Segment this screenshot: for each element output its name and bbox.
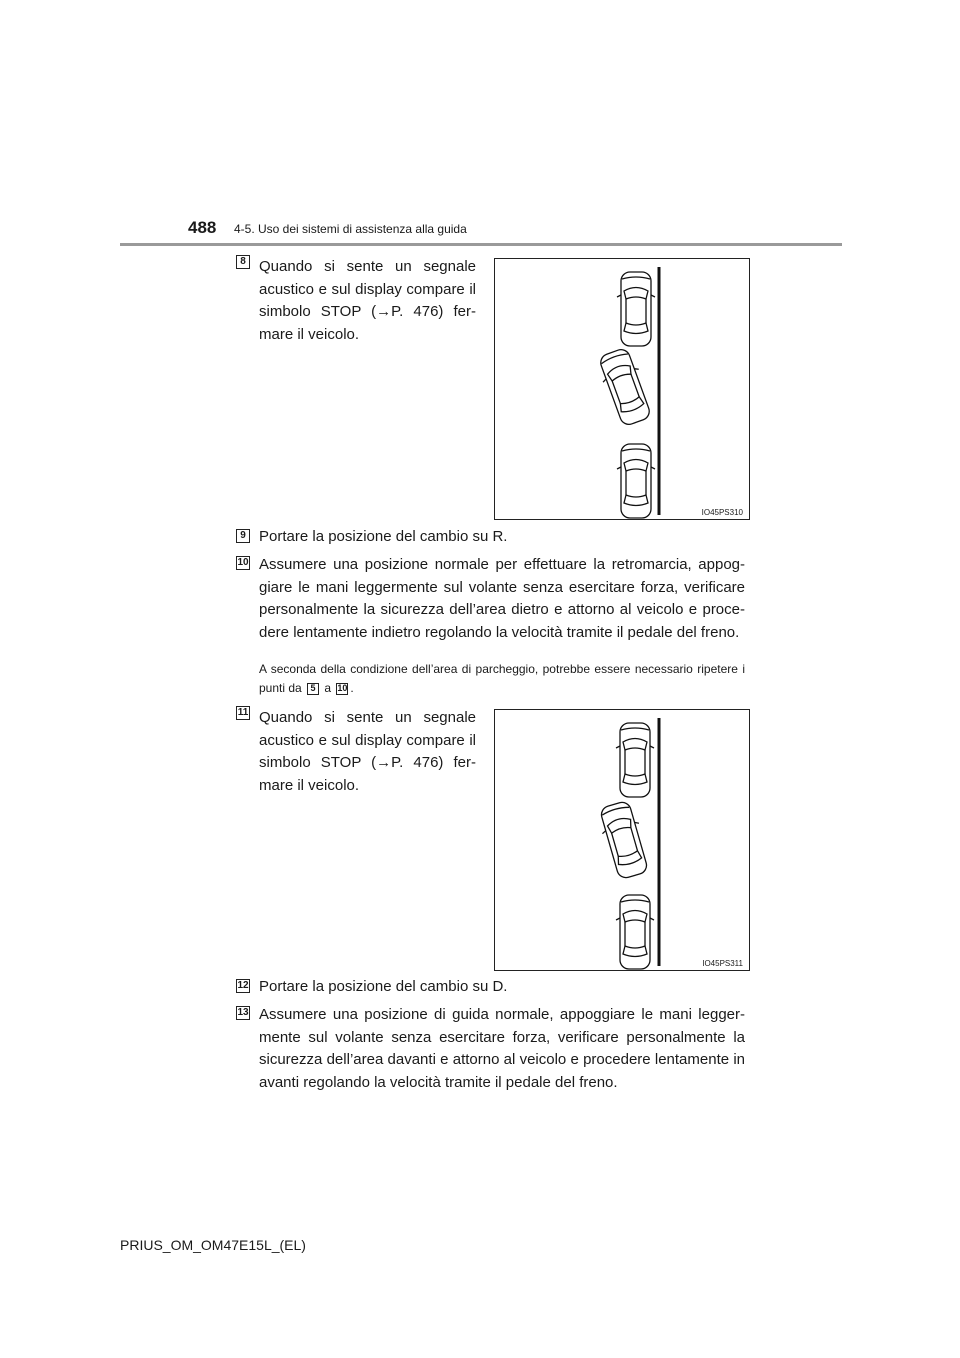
figure-parking-2 [494, 709, 750, 971]
car-windshield [624, 288, 648, 300]
step-10-text: Assumere una posizione normale per effettuare la retromarcia, appog-giare le mani leggermente sul volante senza esercitare forza, verificare personalmente la sicurezza dell’area dietro e attorno al veicolo e proce-dere lentamente indietro regolando la velocità tramite il pedale del freno. [259, 556, 745, 641]
car-body [598, 347, 652, 427]
car-rear-window [624, 495, 648, 506]
step-number-11: 11 [237, 707, 249, 718]
step-13-text: Assumere una posizione di guida normale, appoggiare le mani legger-mente sul volante senza esercitare forza, verificare personalmente la sicurezza dell’area davanti e attorno al veicolo e procedere lentamente in avanti regolando la velocità tramite il pedale del freno. [259, 1006, 745, 1091]
car-windshield [624, 460, 648, 472]
car-rear-window [619, 396, 645, 414]
figure-parking-1 [494, 258, 750, 520]
parking-diagram-1 [495, 259, 751, 521]
step-11-text: Quando si sente un segnale acustico e sul display compare il simbolo STOP (→P. 476) fer-mare il veicolo. [259, 709, 476, 794]
maneuvering-car [594, 346, 655, 429]
document-code: PRIUS_OM_OM47E15L_(EL) [120, 1237, 306, 1253]
note-text-middle: a [324, 681, 332, 695]
car-side-windows [625, 922, 645, 946]
note-ref-step-10[interactable]: 10 [337, 683, 348, 694]
header-rule [120, 243, 842, 246]
car-hood-line [622, 277, 650, 279]
car-windshield [623, 739, 647, 751]
car-windshield [623, 911, 647, 923]
step-number-13: 13 [237, 1007, 249, 1018]
step-number-8: 8 [236, 255, 250, 269]
step-9-text: Portare la posizione del cambio su R. [259, 528, 508, 545]
note-ref-step-5[interactable]: 5 [307, 683, 319, 695]
page-number: 488 [188, 218, 217, 237]
car-rear-window [616, 850, 642, 867]
maneuvering-car [596, 799, 653, 881]
car-windshield [607, 816, 633, 834]
car-side-windows [625, 750, 645, 774]
car-rear-window [623, 946, 647, 957]
step-number-9: 9 [236, 529, 250, 543]
car-side-windows [626, 299, 646, 323]
step-number-10: 10 [237, 557, 249, 568]
figure-code: IO45PS311 [702, 959, 743, 968]
parking-diagram-2 [495, 710, 751, 972]
car-side-windows [612, 828, 638, 857]
car-hood-line [621, 900, 649, 902]
car-rear-window [624, 323, 648, 334]
step-12-text: Portare la posizione del cambio su D. [259, 978, 508, 995]
parked-car-front [616, 723, 654, 797]
parked-car-rear [616, 895, 654, 969]
car-side-windows [626, 471, 646, 495]
parked-car-front [617, 272, 655, 346]
car-hood-line [621, 728, 649, 730]
car-hood-line [601, 352, 628, 363]
step-8-text: Quando si sente un segnale acustico e sul display compare il simbolo STOP (→P. 476) fer-mare il veicolo. [259, 258, 476, 343]
section-title: 4-5. Uso dei sistemi di assistenza alla guida [234, 222, 467, 236]
car-rear-window [623, 774, 647, 785]
figure-code: IO45PS310 [701, 508, 743, 517]
car-hood-line [622, 449, 650, 451]
step-number-12: 12 [237, 980, 249, 991]
step-10-note [259, 660, 745, 698]
parked-car-rear [617, 444, 655, 518]
note-text-before: A seconda della condizione dell’area di parcheggio, potrebbe essere necessario ripetere i punti da [259, 662, 745, 695]
note-text-end: . [350, 681, 354, 695]
car-windshield [606, 363, 632, 382]
